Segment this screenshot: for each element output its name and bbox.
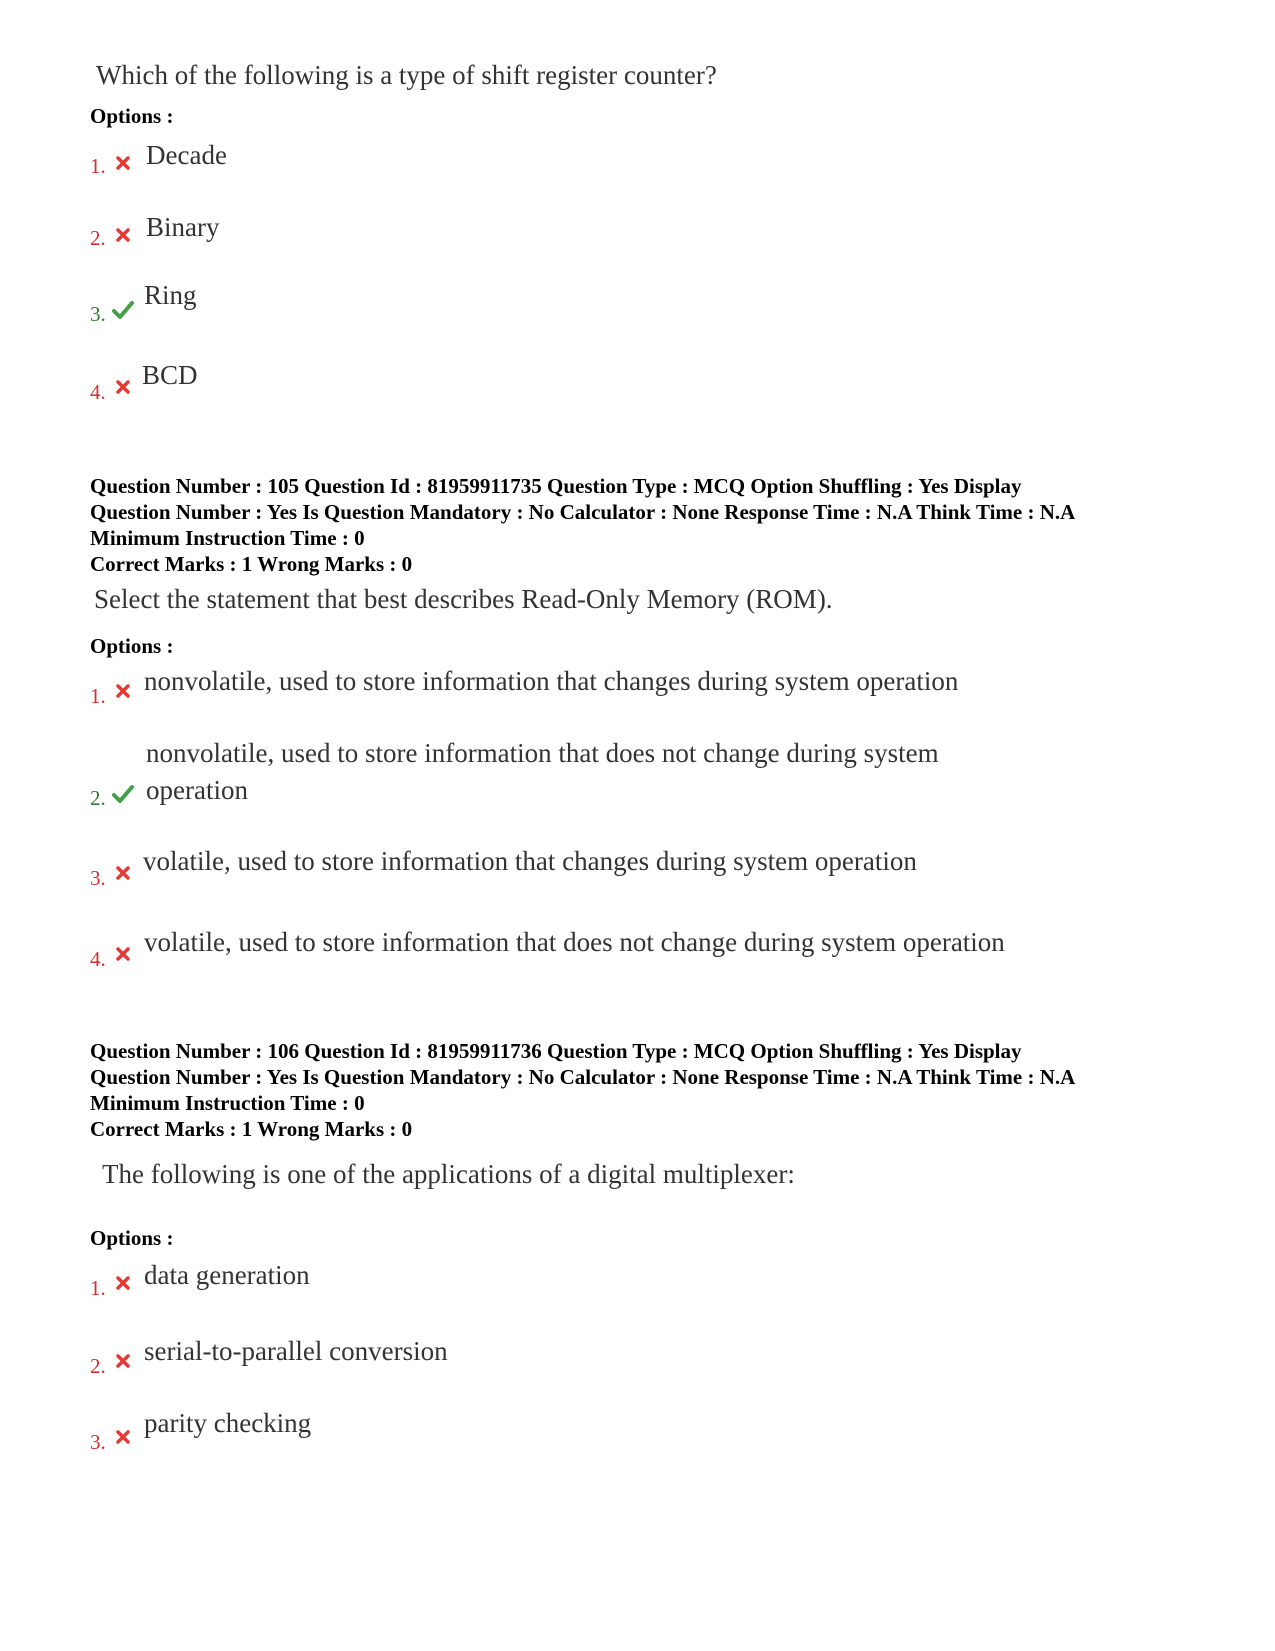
option-number: 3.	[90, 866, 106, 890]
option-number: 1.	[90, 154, 106, 178]
option-text-line: nonvolatile, used to store information that does not change during system	[146, 738, 939, 768]
checkmark-icon	[112, 784, 134, 804]
cross-icon	[114, 864, 132, 882]
option-number: 3.	[90, 1430, 106, 1454]
question-text: Select the statement that best describes Read-Only Memory (ROM).	[94, 584, 833, 614]
options-label: Options :	[90, 1226, 174, 1250]
question-meta	[90, 473, 1075, 551]
option-text: nonvolatile, used to store information that changes during system operation	[144, 666, 959, 696]
option-number: 1.	[90, 1276, 106, 1300]
option-number: 4.	[90, 947, 106, 971]
option-text: parity checking	[144, 1408, 312, 1438]
cross-icon	[114, 1428, 132, 1446]
cross-icon	[114, 226, 132, 244]
option-text: data generation	[144, 1260, 310, 1290]
options-label: Options :	[90, 104, 174, 128]
meta-line: Minimum Instruction Time : 0	[90, 1091, 365, 1115]
meta-line: Question Number : 105 Question Id : 81959911735 Question Type : MCQ Option Shuffling : Yes Display	[90, 474, 1022, 498]
option-number: 2.	[90, 1354, 106, 1378]
option-text: Binary	[146, 212, 220, 242]
option-text: volatile, used to store information that does not change during system operation	[144, 927, 1005, 957]
option-number: 1.	[90, 684, 106, 708]
option-text: BCD	[142, 360, 198, 390]
question-text: The following is one of the applications of a digital multiplexer:	[102, 1159, 795, 1189]
marks-line: Correct Marks : 1 Wrong Marks : 0	[90, 552, 413, 576]
meta-line: Minimum Instruction Time : 0	[90, 526, 365, 550]
cross-icon	[114, 682, 132, 700]
cross-icon	[114, 154, 132, 172]
option-text-line: operation	[146, 775, 248, 805]
cross-icon	[114, 1274, 132, 1292]
question-meta	[90, 1038, 1075, 1116]
checkmark-icon	[112, 300, 134, 320]
option-number: 2.	[90, 786, 106, 810]
cross-icon	[114, 1352, 132, 1370]
option-text: serial-to-parallel conversion	[144, 1336, 448, 1366]
cross-icon	[114, 945, 132, 963]
meta-line: Question Number : 106 Question Id : 81959911736 Question Type : MCQ Option Shuffling : Yes Display	[90, 1039, 1022, 1063]
question-text: Which of the following is a type of shift register counter?	[96, 60, 717, 90]
options-label: Options :	[90, 634, 174, 658]
option-number: 4.	[90, 380, 106, 404]
option-number: 2.	[90, 226, 106, 250]
meta-line: Question Number : Yes Is Question Mandatory : No Calculator : None Response Time : N.A Think Time : N.A	[90, 1065, 1076, 1089]
marks-line: Correct Marks : 1 Wrong Marks : 0	[90, 1117, 413, 1141]
cross-icon	[114, 378, 132, 396]
option-text: volatile, used to store information that changes during system operation	[143, 846, 917, 876]
meta-line: Question Number : Yes Is Question Mandatory : No Calculator : None Response Time : N.A Think Time : N.A	[90, 500, 1076, 524]
option-number: 3.	[90, 302, 106, 326]
option-text: Ring	[144, 280, 197, 310]
option-text: Decade	[146, 140, 227, 170]
